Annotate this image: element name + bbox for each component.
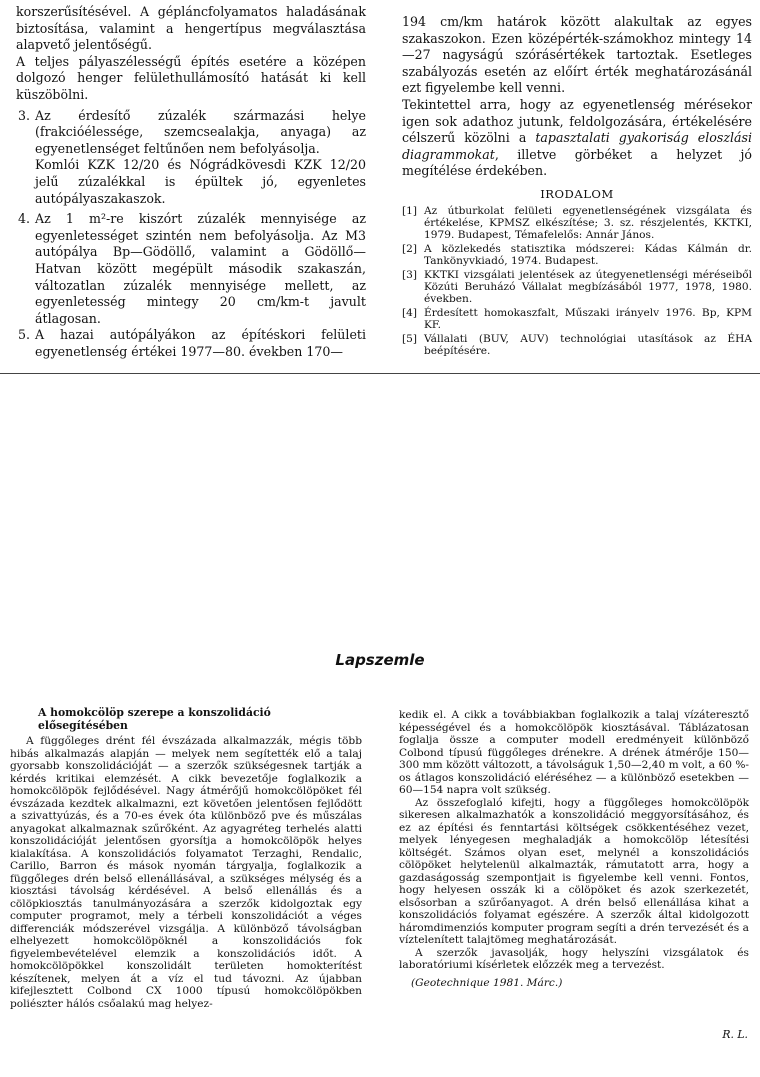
article-right-column [399,709,749,989]
top-left-column [16,4,366,360]
emphasis-text: tapasztalati gyakoriság eloszlási diagrammokat [402,130,752,162]
list-item-4-text: Az 1 m²-re kiszórt zúzalék mennyisége az egyenletességet szintén nem befolyásolja. Az M3 autópálya Bp—Gödöllő, valamint a Gödöllő—Hatvan között megépült második szakaszán, változatlan zúzalék mennyisége mellett, az egyenletesség mintegy 20 cm/km-t javult átlagosan. [35,211,366,326]
intro-paragraph-2: A teljes pályaszélességű építés esetére a középen dolgozó henger felülethullámosító hatását ki kell küszöbölni. [16,53,366,102]
references-heading: IRODALOM [540,186,614,201]
conclusion-paragraph-2: Tekintettel arra, hogy az egyenetlenség mérésekor igen sok adathoz jutunk, feldolgozására, értékelésére célszerű közölni a tapasztalati gyakoriság eloszlási diagrammokat, illetve görbéket a helyzet jó megítélése érdekében. [402,96,752,179]
list-item-5-text: A hazai autópályákon az építéskori felületi egyenetlenség értékei 1977—80. években 170— [35,327,366,359]
article-left-column [10,707,362,1010]
conclusion-paragraph-1: 194 cm/km határok között alakultak az egyes szakaszokon. Ezen középérték-számokhoz mintegy 14—27 nagyságú szórásértékek tartoztak. Esetleges szabályozás esetén az előírt érték meghatározásánál ezt figyelembe kell venni. [402,14,752,96]
reference-item: [4] Érdesített homokaszfalt, Műszaki irányelv 1976. Bp, KPM KF. [402,306,752,332]
list-number: 3. [18,107,31,123]
reference-item: [1] Az útburkolat felületi egyenetlenségének vizsgálata és értékelése, KPMSZ elkészítése; 3. sz. részjelentés, KKTKI, 1979. Budapest, Témafelelős: Annár János. [402,204,752,242]
article-title: A homokcölöp szerepe a konszolidáció elősegítésében [38,706,271,732]
reference-item: [3] KKTKI vizsgálati jelentések az útegyenetlenségi méréseiből Közúti Beruházó Vállalat megbízásából 1977, 1978, 1980. években. [402,268,752,306]
intro-paragraph-1: korszerűsítésével. A gépláncfolyamatos haladásának biztosítása, valamint a hengertípus megválasztása alapvető jelentőségű. [16,4,366,53]
reference-item: [2] A közlekedés statisztika módszerei: Kádas Kálmán dr. Tankönyvkiadó, 1974. Budapest. [402,242,752,268]
list-item-3-text-1: Az érdesítő zúzalék származási helye (frakcióélessége, szemcsealakja, anyaga) az egyenetlenséget feltűnően nem befolyásolja. [35,107,366,156]
author-signature: R. L. [722,1028,748,1041]
list-number: 5. [18,327,31,343]
list-item-4 [16,211,366,327]
article-body-right-1: kedik el. A cikk a továbbiakban foglalkozik a talaj vízáteresztő képességével és a homokcölöpök kiosztásával. Táblázatosan foglalja össze a computer modell eredményeit különböző Colbond típusú függőleges drénekre. A drének átmérője 150—300 mm között változott, a távolságuk 1,50—2,40 m volt, a 60 %-os átlagos konszolidáció eléréséhez — a különböző esetekben — 60—154 napra volt szükség. [399,709,749,796]
article-body-right-2: Az összefoglaló kifejti, hogy a függőleges homokcölöpök sikeresen alkalmazhatók a konszolidáció meggyorsításához, és ez az építési és fenntartási költségek csökkentéséhez vezet, melyek lényegesen meghaladják a homokcölöp létesítési költségét. Számos olyan eset, melynél a konszolidációs cölöpöket helytelenül alkalmazták, rámutatott arra, hogy a gazdaságosság szempontjait is figyelembe kell venni. Fontos, hogy helyesen osszák ki a cölöpöket és azok szerkezetét, elsősorban a szűrőanyagot. A drén belső ellenállása kihat a konszolidációs folyamat egészére. A szerzők által kidolgozott háromdimenziós komputer program segíti a drén tervezését és a víztelenített talajtömeg meghatározását. [399,796,749,946]
list-item-3-text-2: Komlói KZK 12/20 és Nógrádkövesdi KZK 12/20 jelű zúzalékkal is épültek jó, egyenletes autópályaszakaszok. [35,157,366,206]
reference-item: [5] Vállalati (BUV, AUV) technológiai utasítások az ÉHA beépítésére. [402,332,752,357]
article-body-right-3: A szerzők javasolják, hogy helyszíni vizsgálatok és laboratóriumi kísérletek előzzék meg a tervezést. [399,946,749,971]
list-item-5 [16,327,366,360]
section-title: Lapszemle [335,651,425,669]
top-right-column [402,14,752,358]
section-divider [0,373,760,374]
article-citation: (Geotechnique 1981. Márc.) [411,976,563,989]
article-body-left: A függőleges drént fél évszázada alkalmazzák, mégis több hibás alkalmazás alapján — melyek nem segítették elő a talaj gyorsabb konszolidációját — a szerzők szükségesnek tartják a kérdés kritikai elemzését. A cikk bevezetője foglalkozik a homokcölöpök fejlődésével. Nagy átmérőjű homokcölöpöket fél évszázada kezdtek alkalmazni, ezt követően jelentősen fejlődött a szivattyúzás, és a 70-es évek óta különböző pve és műszálas anyagokat alkalmaznak szűrőként. Az agyagréteg terhelés alatti konszolidációját jelentősen gyorsítja a homokcölöpök helyes kialakítása. A konszolidációs folyamatot Terzaghi, Rendalic, Carillo, Barron és mások nyomán tárgyalja, foglalkozik a függőleges drén belső ellenállásával, a szükséges mélység és a kiosztási távolság kérdésével. A belső ellenállás és a cölöpkiosztás tanulmányozására a szerzők kidolgoztak egy computer programot, mely a térbeli konszolidációt a véges differenciák módszerével vizsgálja. A különböző távolságban elhelyezett homokcölöpöknél a konszolidációs fok figyelembevételével elemzik a konszolidációs időt. A homokcölöpökkel konszolidált területen homokterítést készítenek, melyen át a víz el tud távozni. Az újabban kifejlesztett Colbond CX 1000 típusú homokcölöpökben poliészter hálós csőalakú mag helyez- [10,735,362,1010]
list-item-3 [16,108,366,208]
list-number: 4. [18,211,31,227]
